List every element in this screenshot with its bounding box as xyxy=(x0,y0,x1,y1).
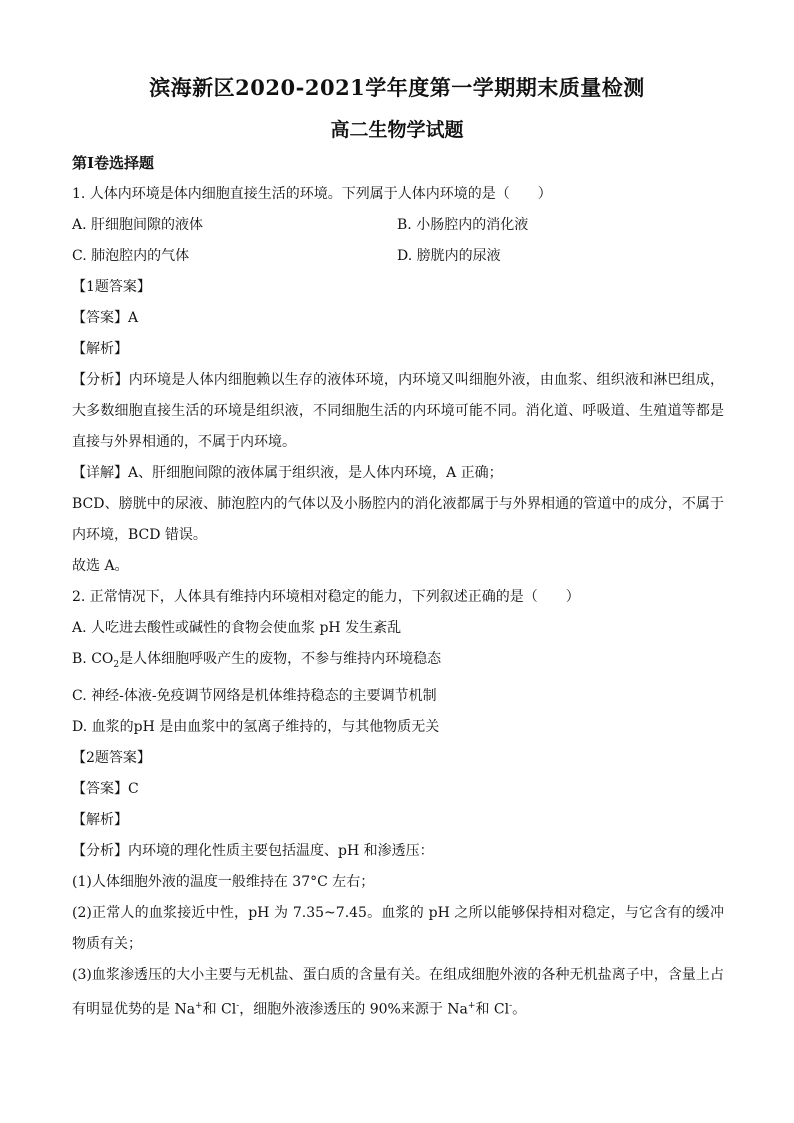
q1-option-a: A. 肝细胞间隙的液体 xyxy=(72,217,204,233)
q1-option-d: D. 膀胱内的尿液 xyxy=(397,248,501,264)
q2-answer: 【答案】C xyxy=(72,780,139,797)
content-body xyxy=(72,148,724,1025)
q2-point-1: (1)人体细胞外液的温度一般维持在 37°C 左右； xyxy=(72,873,375,890)
q1-fenxi: 【分析】内环境是人体内细胞赖以生存的液体环境，内环境又叫细胞外液，由血浆、组织液和淋巴组成，大多数细胞直接生活的环境是组织液，不同细胞生活的内环境可能不同。消化道、呼吸道、生殖道等都是直接与外界相通的，不属于内环境。 xyxy=(72,372,724,450)
exam-title: 滨海新区2020-2021学年度第一学期期末质量检测 xyxy=(149,75,645,100)
q1-xiangjie-2: BCD、膀胱中的尿液、肺泡腔内的气体以及小肠腔内的消化液都属于与外界相通的管道中的成分，不属于内环境，BCD 错误。 xyxy=(72,496,724,543)
q2-point-3-b: 和 Cl xyxy=(202,1001,237,1018)
q2-option-c: C. 神经-体液-免疫调节网络是机体维持稳态的主要调节机制 xyxy=(72,687,437,704)
q2-point-3-e: 。 xyxy=(512,1001,527,1018)
q2-point-3-c: ，细胞外液渗透压的 90%来源于 Na xyxy=(239,1001,468,1018)
q1-answer-block-label: 【1题答案】 xyxy=(72,279,151,295)
q2-point-3-sup2: - xyxy=(236,1000,240,1011)
q2-option-b-pre: B. CO xyxy=(72,651,114,667)
q2-option-b xyxy=(72,644,724,681)
q2-point-3-d: 和 Cl xyxy=(475,1001,510,1018)
q2-point-3-sup1: + xyxy=(195,1000,203,1011)
section-heading: 第Ⅰ卷选择题 xyxy=(72,154,155,172)
q1-options-row-2 xyxy=(72,241,724,272)
q1-answer: 【答案】A xyxy=(72,310,139,326)
q2-point-3 xyxy=(72,960,724,1026)
q1-stem: 1. 人体内环境是体内细胞直接生活的环境。下列属于人体内环境的是（ ） xyxy=(72,186,552,202)
q2-point-3-sup4: - xyxy=(509,1000,513,1011)
q2-option-d: D. 血浆的pH 是由血浆中的氢离子维持的，与其他物质无关 xyxy=(72,718,440,735)
q1-xiangjie-1: 【详解】A、肝细胞间隙的液体属于组织液，是人体内环境，A 正确； xyxy=(72,465,503,481)
q2-fenxi: 【分析】内环境的理化性质主要包括温度、pH 和渗透压： xyxy=(72,842,434,859)
q2-answer-block-label: 【2题答案】 xyxy=(72,749,151,766)
q2-option-b-post: 是人体细胞呼吸产生的废物，不参与维持内环境稳态 xyxy=(119,651,442,667)
q1-analysis-label: 【解析】 xyxy=(72,341,128,357)
q2-point-3-sup3: + xyxy=(467,1000,476,1011)
q2-point-3-a: (3)血浆渗透压的大小主要与无机盐、蛋白质的含量有关。在组成细胞外液的各种无机盐离子中，含量上占有明显优势的是 Na xyxy=(72,966,724,1018)
exam-subtitle: 高二生物学试题 xyxy=(330,119,464,141)
q1-option-c: C. 肺泡腔内的气体 xyxy=(72,248,190,264)
q2-point-2: (2)正常人的血浆接近中性，pH 为 7.35~7.45。血浆的 pH 之所以能够保持相对稳定，与它含有的缓冲物质有关； xyxy=(72,904,724,952)
q1-option-b: B. 小肠腔内的消化液 xyxy=(397,217,529,233)
q2-analysis-label: 【解析】 xyxy=(72,811,128,828)
q2-stem: 2. 正常情况下，人体具有维持内环境相对稳定的能力，下列叙述正确的是（ ） xyxy=(72,589,580,605)
q1-options-row-1 xyxy=(72,210,724,241)
q2-option-b-sub: 2 xyxy=(113,659,120,670)
q2-option-a: A. 人吃进去酸性或碱性的食物会使血浆 pH 发生紊乱 xyxy=(72,620,402,636)
q1-conclusion: 故选 A。 xyxy=(72,558,129,574)
